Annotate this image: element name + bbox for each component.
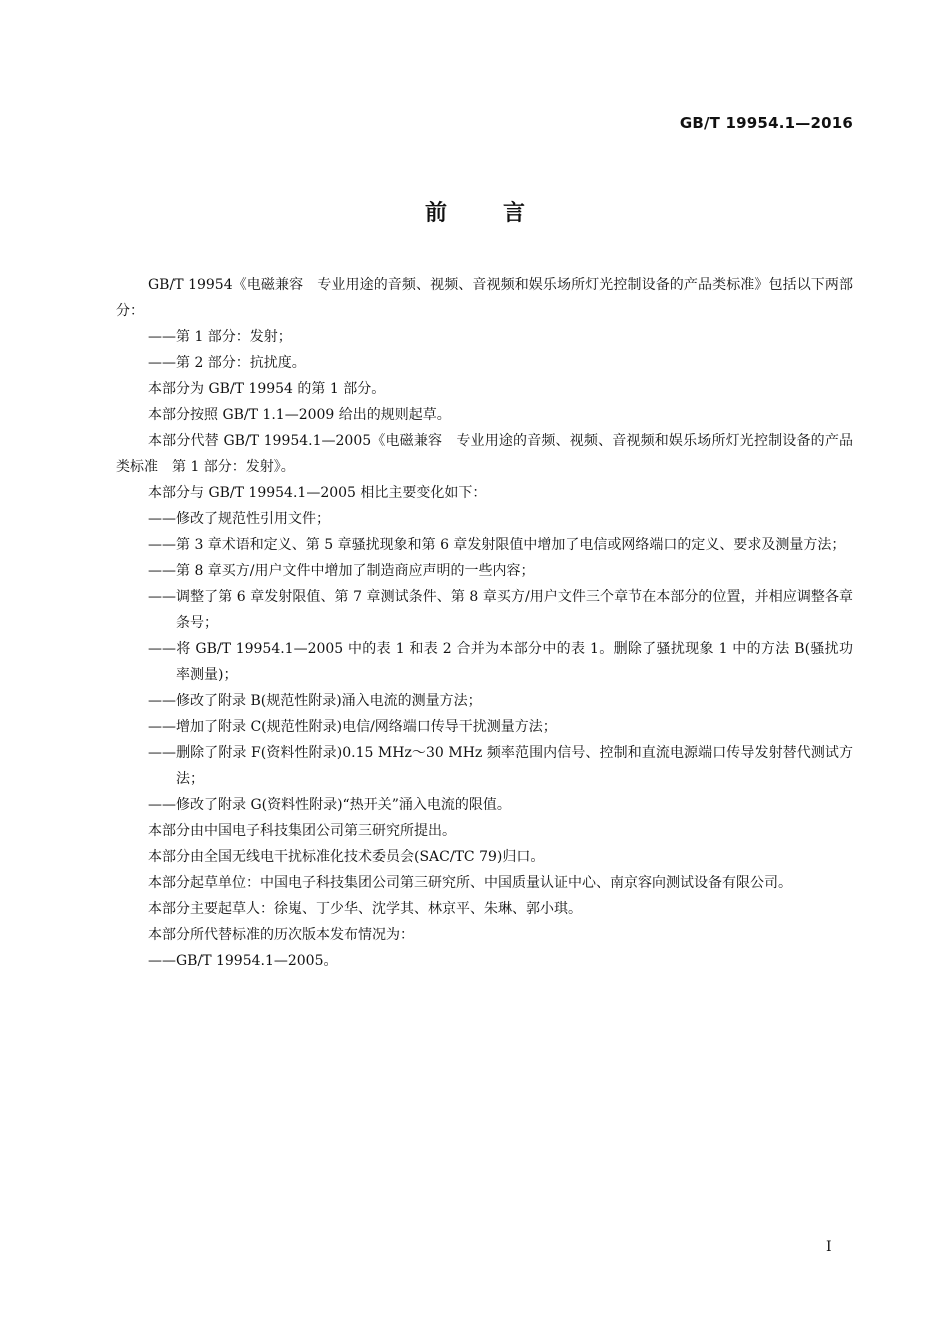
list-item: ——修改了附录 G(资料性附录)“热开关”涌入电流的限值。 [148, 797, 511, 813]
list-item: ——将 GB/T 19954.1—2005 中的表 1 和表 2 合并为本部分中的表 1。删除了骚扰现象 1 中的方法 B(骚扰功率测量)； [148, 641, 853, 683]
list-item: ——修改了规范性引用文件； [148, 511, 330, 527]
list-item: ——第 8 章买方/用户文件中增加了制造商应声明的一些内容； [148, 563, 535, 579]
list-item: ——修改了附录 B(规范性附录)涌入电流的测量方法； [148, 693, 482, 709]
list-item: ——第 1 部分：发射； [148, 329, 292, 345]
paragraph: 本部分由全国无线电干扰标准化技术委员会(SAC/TC 79)归口。 [148, 849, 545, 865]
paragraph: 本部分为 GB/T 19954 的第 1 部分。 [148, 381, 386, 397]
paragraph: 本部分代替 GB/T 19954.1—2005《电磁兼容 专业用途的音频、视频、音视频和娱乐场所灯光控制设备的产品类标准 第 1 部分：发射》。 [116, 433, 853, 475]
page-number: I [826, 1239, 832, 1255]
list-item: ——增加了附录 C(规范性附录)电信/网络端口传导干扰测量方法； [148, 719, 557, 735]
paragraph: 本部分所代替标准的历次版本发布情况为： [148, 927, 414, 943]
list-item: ——删除了附录 F(资料性附录)0.15 MHz～30 MHz 频率范围内信号、控制和直流电源端口传导发射替代测试方法； [148, 745, 853, 787]
page-title: 前言 [424, 201, 581, 226]
body-text [116, 272, 853, 974]
list-item: ——第 3 章术语和定义、第 5 章骚扰现象和第 6 章发射限值中增加了电信或网络端口的定义、要求及测量方法； [148, 537, 846, 553]
paragraph: 本部分与 GB/T 19954.1—2005 相比主要变化如下： [148, 485, 487, 501]
paragraph: 本部分主要起草人：徐嵬、丁少华、沈学其、林京平、朱琳、郭小琪。 [148, 901, 582, 917]
paragraph: 本部分按照 GB/T 1.1—2009 给出的规则起草。 [148, 407, 451, 423]
list-item: ——调整了第 6 章发射限值、第 7 章测试条件、第 8 章买方/用户文件三个章节在本部分的位置，并相应调整各章条号； [148, 589, 853, 631]
standard-code: GB/T 19954.1—2016 [679, 114, 853, 132]
paragraph: 本部分由中国电子科技集团公司第三研究所提出。 [148, 823, 456, 839]
list-item: ——GB/T 19954.1—2005。 [148, 953, 338, 969]
list-item: ——第 2 部分：抗扰度。 [148, 355, 306, 371]
paragraph: GB/T 19954《电磁兼容 专业用途的音频、视频、音视频和娱乐场所灯光控制设备的产品类标准》包括以下两部分： [116, 277, 853, 319]
paragraph: 本部分起草单位：中国电子科技集团公司第三研究所、中国质量认证中心、南京容向测试设备有限公司。 [148, 875, 792, 891]
